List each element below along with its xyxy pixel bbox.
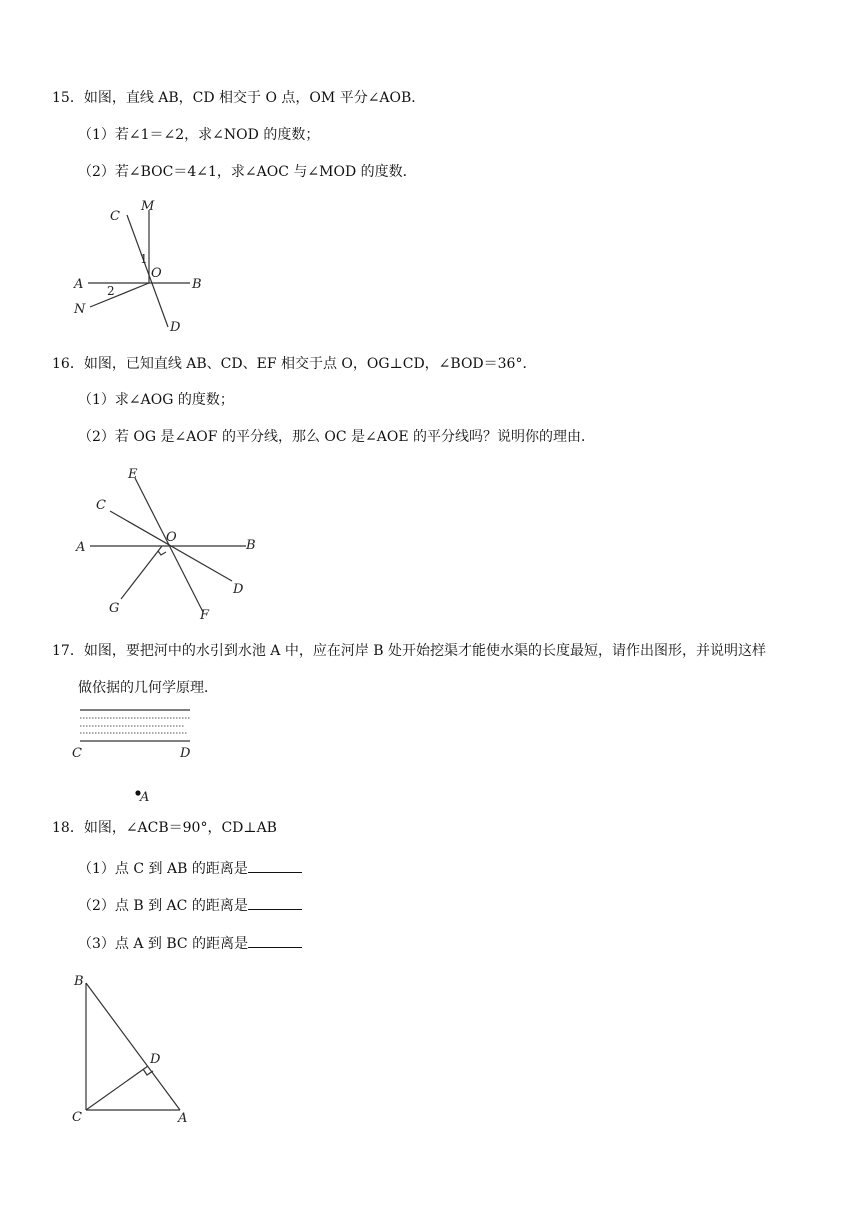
- q18-answer-blank-2[interactable]: [248, 895, 302, 910]
- q18-part3: [78, 933, 302, 953]
- segment-ba: [86, 983, 180, 1110]
- label-c: C: [72, 746, 82, 761]
- q18-answer-blank-1[interactable]: [248, 858, 302, 873]
- label-2: 2: [107, 284, 115, 298]
- label-1: 1: [140, 252, 148, 266]
- q16-part2: （2）若 OG 是∠AOF 的平分线，那么 OC 是∠AOE 的平分线吗？说明你的理由．: [78, 429, 596, 445]
- q16-part1: （1）求∠AOG 的度数；: [78, 392, 234, 408]
- q16-figure: [60, 462, 270, 627]
- label-d: D: [150, 1052, 161, 1067]
- line-cd: [127, 215, 168, 327]
- label-d: D: [170, 320, 181, 335]
- segment-cd: [86, 1066, 148, 1110]
- label-g: G: [109, 601, 120, 616]
- q18-part3-text: （3）点 A 到 BC 的距离是: [78, 936, 249, 952]
- label-b: B: [246, 538, 256, 553]
- q15-part2: （2）若∠BOC＝4∠1，求∠AOC 与∠MOD 的度数．: [78, 164, 417, 180]
- label-a: A: [178, 1111, 188, 1126]
- q15-figure: [60, 195, 220, 340]
- label-a: A: [76, 540, 86, 555]
- q17-stem-line1: 17．如图，要把河中的水引到水池 A 中，应在河岸 B 处开始挖渠才能使水渠的长度最短，请作出图形，并说明这样: [52, 643, 767, 659]
- label-o: O: [151, 266, 162, 281]
- label-a: A: [74, 277, 84, 292]
- q17-figure: [60, 700, 220, 810]
- label-e: E: [128, 467, 138, 482]
- label-c: C: [72, 1110, 82, 1125]
- ray-og: [121, 546, 162, 599]
- label-b: B: [192, 277, 202, 292]
- label-c: C: [96, 498, 106, 513]
- q16-stem: 16．如图，已知直线 AB、CD、EF 相交于点 O，OG⊥CD，∠BOD＝36°．: [52, 356, 537, 372]
- label-n: N: [74, 302, 86, 317]
- right-angle-mark: [143, 1069, 153, 1075]
- ray-on: [90, 283, 149, 307]
- q18-figure: [60, 965, 210, 1130]
- label-b: B: [74, 974, 84, 989]
- label-m: M: [141, 199, 155, 214]
- q18-part2-text: （2）点 B 到 AC 的距离是: [78, 898, 248, 914]
- label-f: F: [200, 608, 210, 623]
- right-angle-mark: [158, 551, 166, 555]
- label-o: O: [166, 530, 177, 545]
- q18-answer-blank-3[interactable]: [248, 933, 302, 948]
- label-d: D: [233, 582, 244, 597]
- q18-part1: [78, 858, 302, 878]
- q18-part1-text: （1）点 C 到 AB 的距离是: [78, 861, 248, 877]
- label-c: C: [110, 209, 120, 224]
- q15-part1: （1）若∠1＝∠2，求∠NOD 的度数；: [78, 127, 320, 143]
- q18-part2: [78, 895, 302, 915]
- line-ef: [135, 478, 203, 612]
- label-a: A: [140, 790, 150, 805]
- q17-stem-line2: 做依据的几何学原理．: [78, 680, 218, 696]
- label-d: D: [180, 746, 191, 761]
- q18-stem: 18．如图，∠ACB＝90°，CD⊥AB: [52, 820, 277, 836]
- q15-stem: 15．如图，直线 AB，CD 相交于 O 点，OM 平分∠AOB．: [52, 90, 426, 106]
